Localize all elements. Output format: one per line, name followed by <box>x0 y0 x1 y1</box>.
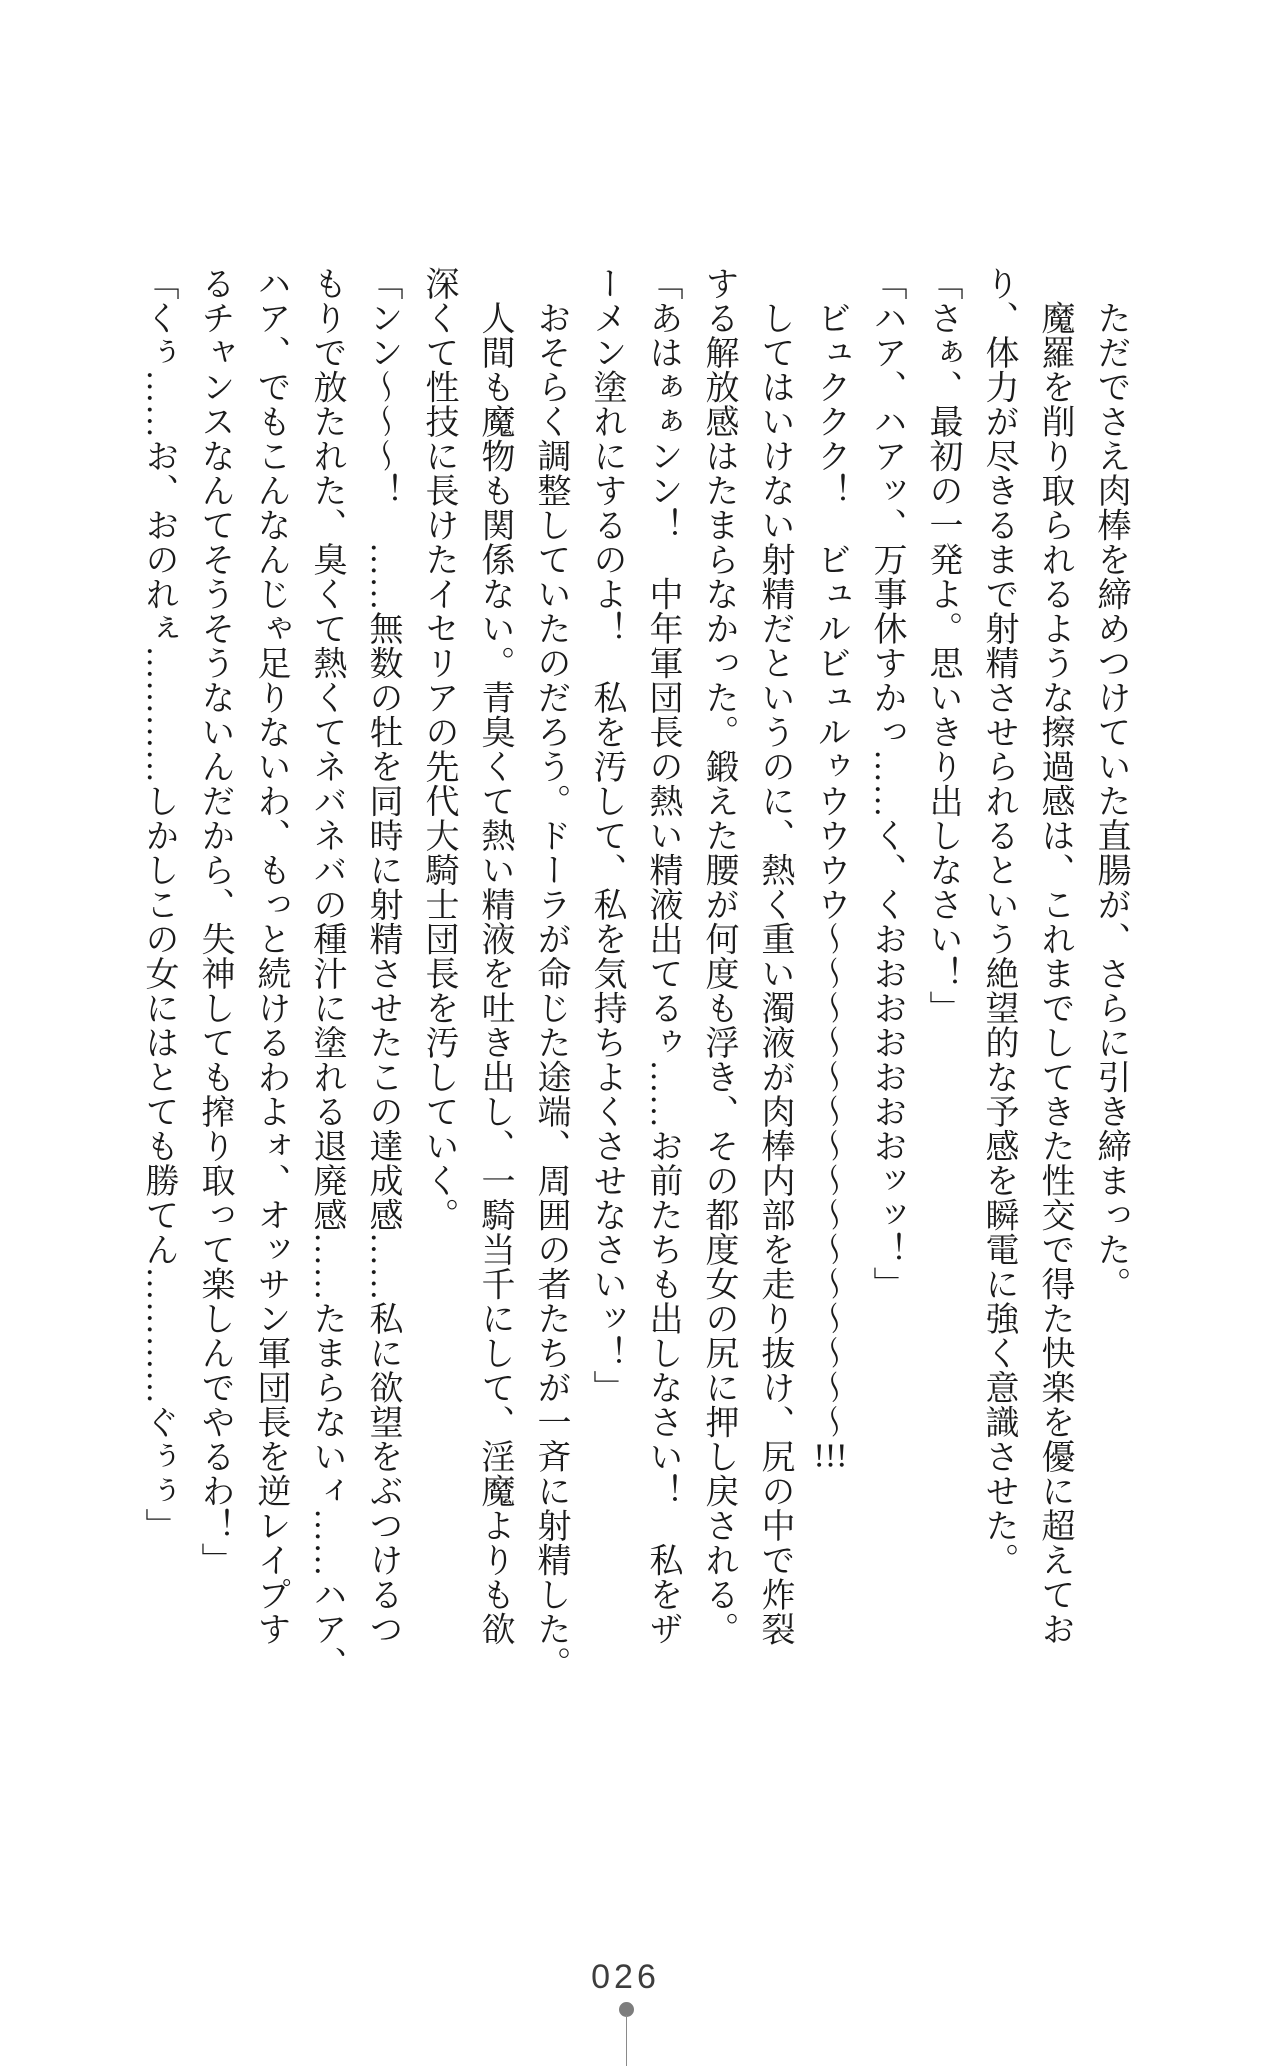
vertical-text-block <box>130 266 1138 1681</box>
footer-line-ornament <box>626 2015 627 2066</box>
text-column-17: るチャンスなんてそうそうないんだから、失神しても搾り取って楽しんでやるわ！」 <box>196 266 233 1577</box>
text-column-13: 深くて性技に長けたイセリアの先代大騎士団長を汚していく。 <box>420 266 457 1232</box>
text-column-2: 魔羅を削り取られるような擦過感は、これまでしてきた性交で得た快楽を優に超えてお <box>1036 266 1073 1646</box>
text-column-14: 「ンン～～～！ ……無数の牡を同時に射精させたこの達成感……私に欲望をぶつけるつ <box>364 266 401 1646</box>
text-column-1: ただでさえ肉棒を締めつけていた直腸が、さらに引き締まった。 <box>1092 266 1129 1301</box>
page-number: 026 <box>591 1958 660 1996</box>
text-column-11: おそらく調整していたのだろう。ドーラが命じた途端、周囲の者たちが一斉に射精した。 <box>532 266 569 1681</box>
text-column-4: 「さぁ、最初の一発よ。思いきり出しなさい！」 <box>924 266 961 1025</box>
tatechuyoko-exclamations: !!! <box>813 1439 848 1473</box>
text-column-5: 「ハア、ハアッ、万事休すかっ……く、くおおおおおおおッッ！」 <box>868 266 905 1301</box>
text-column-8: する解放感はたまらなかった。鍛えた腰が何度も浮き、その都度女の尻に押し戻される。 <box>700 266 737 1646</box>
text-column-6: ビュククク！ ビュルビュルゥウウウウ～～～～～～～～～～～～～～～!!! <box>812 266 849 1473</box>
text-column-15: もりで放たれた、臭くて熱くてネバネバの種汁に塗れる退廃感……たまらないィ……ハア、 <box>308 266 345 1681</box>
text-column-3: り、体力が尽きるまで射精させられるという絶望的な予感を瞬電に強く意識させた。 <box>980 266 1017 1577</box>
text-column-18: 「くぅ……お、おのれぇ…………しかしこの女にはとても勝てん…………ぐぅぅ」 <box>140 266 177 1543</box>
text-column-10: ーメン塗れにするのよ！ 私を汚して、私を気持ちよくさせなさいッ！」 <box>588 266 625 1405</box>
text-column-9: 「あはぁぁンン！ 中年軍団長の熱い精液出てるゥ……お前たちも出しなさい！ 私をザ <box>644 266 681 1646</box>
text-column-12: 人間も魔物も関係ない。青臭くて熱い精液を吐き出し、一騎当千にして、淫魔よりも欲 <box>476 266 513 1646</box>
text-column-16: ハア、でもこんなんじゃ足りないわ、もっと続けるわよォ、オッサン軍団長を逆レイプす <box>252 266 289 1646</box>
text-column-7: してはいけない射精だというのに、熱く重い濁液が肉棒内部を走り抜け、尻の中で炸裂 <box>756 266 793 1646</box>
